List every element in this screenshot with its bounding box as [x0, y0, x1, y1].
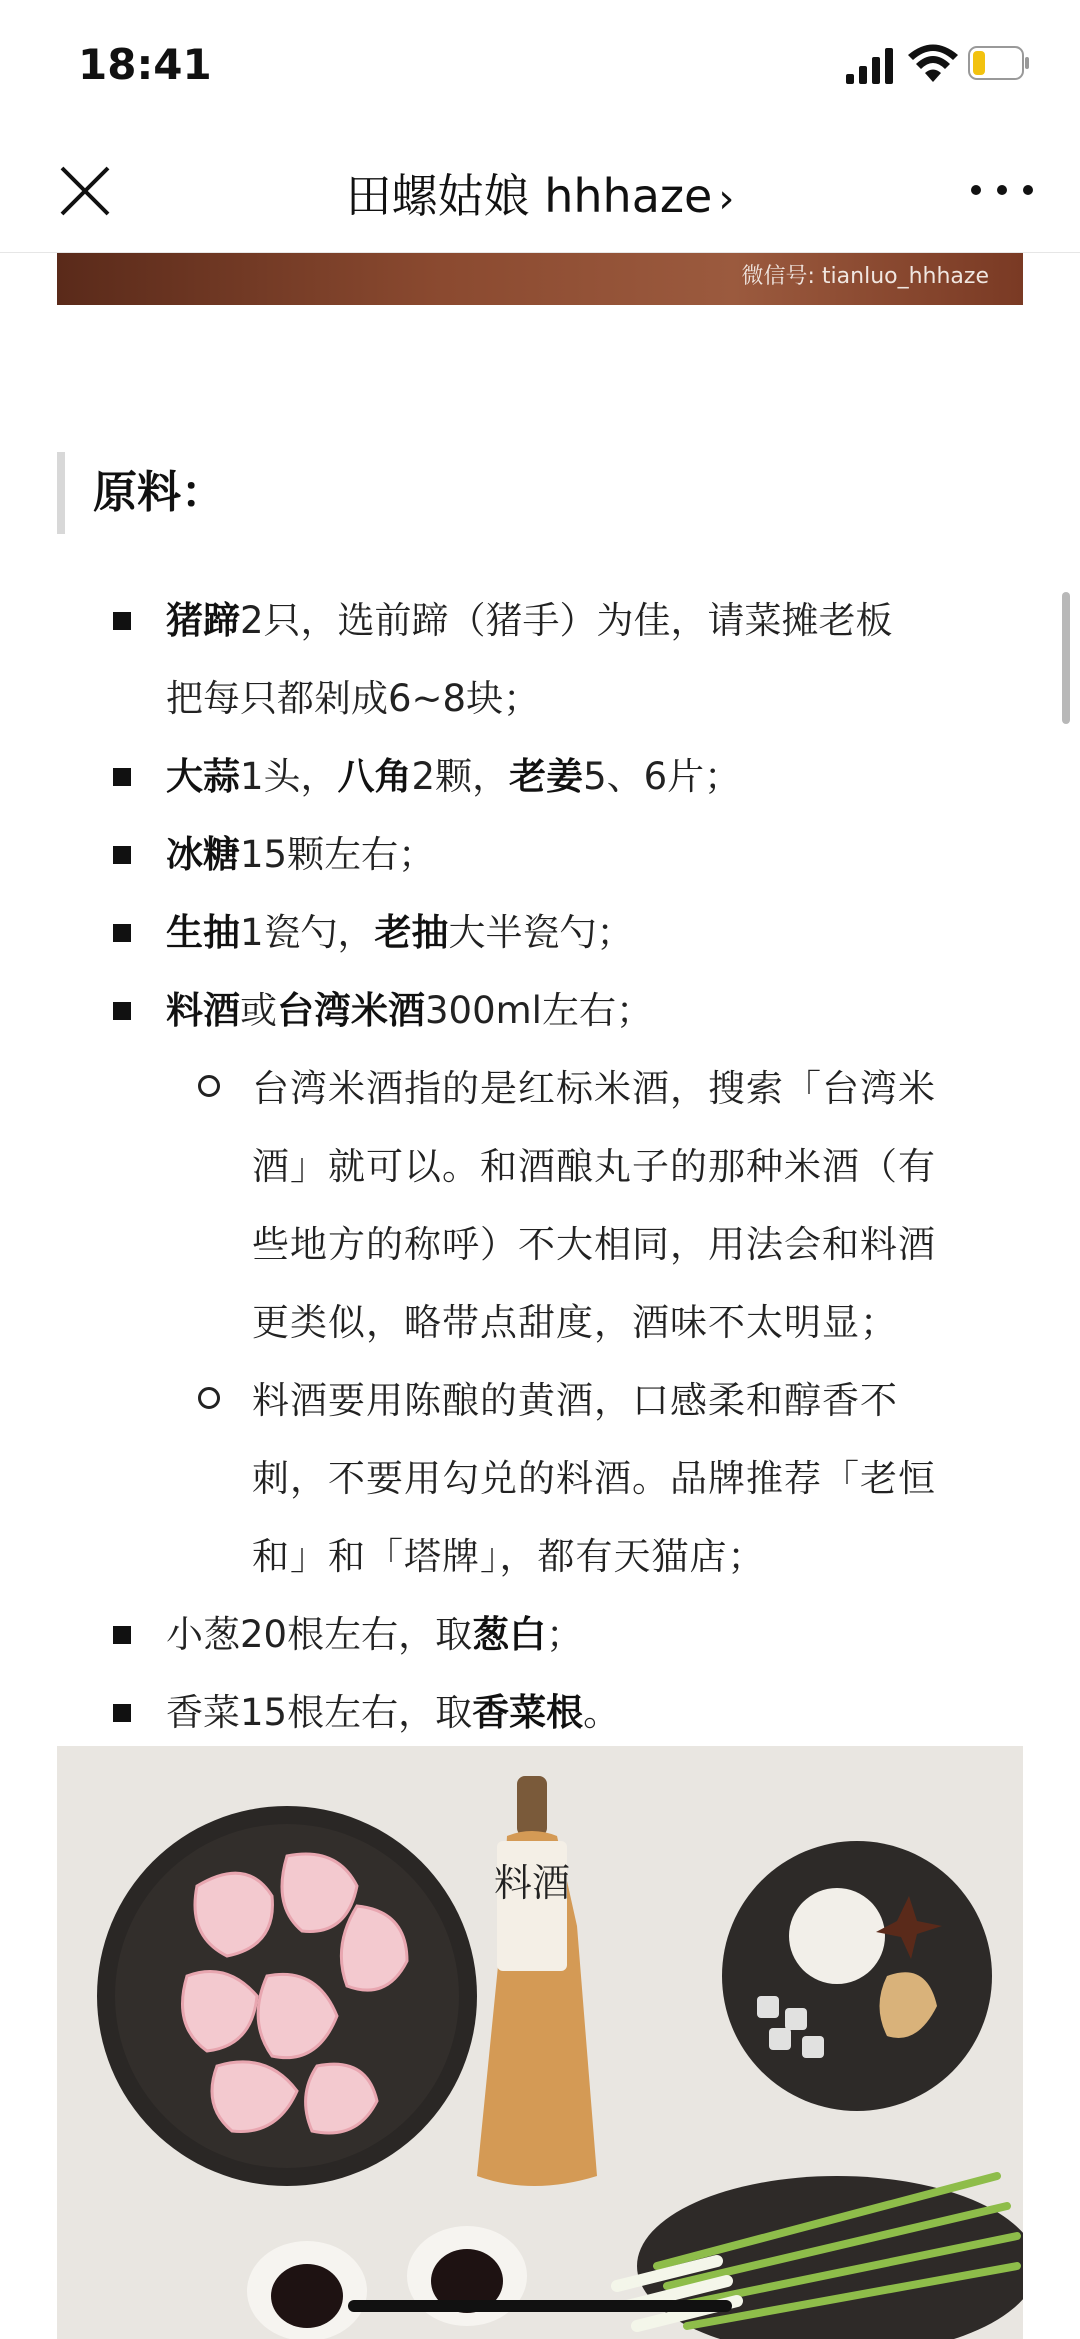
list-item: 冰糖15颗左右；	[166, 833, 436, 876]
sub-list-item-line: 刺，不要用勾兑的料酒。品牌推荐「老恒	[252, 1457, 936, 1500]
status-time: 18:41	[78, 40, 212, 89]
cellular-signal-icon	[846, 48, 896, 84]
bullet-icon	[113, 924, 131, 942]
bullet-icon	[113, 612, 131, 630]
sub-list-item-line: 更类似，略带点甜度，酒味不太明显；	[252, 1301, 898, 1344]
bullet-icon	[113, 1704, 131, 1722]
sub-list-item-line: 些地方的称呼）不大相同，用法会和料酒	[252, 1223, 936, 1266]
sub-list-item-line: 和」和「塔牌」，都有天猫店；	[252, 1535, 766, 1578]
wifi-icon	[908, 44, 958, 84]
list-item: 大蒜1头，八角2颗，老姜5、6片；	[166, 755, 742, 798]
nav-bar	[0, 130, 1080, 253]
chevron-right-icon: ›	[718, 176, 735, 222]
photo-watermark: 微信号: tianluo_hhhaze	[741, 264, 989, 289]
list-item: 小葱20根左右，取葱白；	[166, 1613, 584, 1656]
list-item: 生抽1瓷勺，老抽大半瓷勺；	[166, 911, 634, 954]
account-title[interactable]	[0, 160, 1080, 226]
list-item-continuation: 把每只都剁成6~8块；	[166, 677, 541, 720]
bullet-icon	[113, 768, 131, 786]
bullet-icon	[113, 1626, 131, 1644]
bullet-icon	[113, 846, 131, 864]
battery-icon	[968, 46, 1030, 80]
status-bar	[0, 0, 1080, 130]
home-indicator[interactable]	[348, 2300, 732, 2312]
bottle-label: 料酒	[493, 1861, 571, 1905]
list-item: 料酒或台湾米酒300ml左右；	[166, 989, 653, 1032]
list-item: 猪蹄2只，选前蹄（猪手）为佳，请菜摊老板	[166, 599, 893, 642]
sub-list-item-line: 酒」就可以。和酒酿丸子的那种米酒（有	[252, 1145, 936, 1188]
bullet-icon	[113, 1002, 131, 1020]
scrollbar[interactable]	[1062, 592, 1070, 724]
article-photo-top	[57, 253, 1023, 305]
sub-bullet-icon	[198, 1075, 220, 1097]
account-name: 田螺姑娘 hhhaze	[345, 169, 713, 223]
ingredients-photo	[57, 1746, 1023, 2339]
list-item: 香菜15根左右，取香菜根。	[166, 1691, 621, 1734]
sub-list-item-line: 料酒要用陈酿的黄酒，口感柔和醇香不	[252, 1379, 898, 1422]
ingredients-illustration	[57, 1746, 1023, 2339]
sub-list-item-line: 台湾米酒指的是红标米酒，搜索「台湾米	[252, 1067, 936, 1110]
sub-bullet-icon	[198, 1387, 220, 1409]
section-heading: 原料：	[57, 452, 225, 534]
more-icon[interactable]	[966, 170, 1038, 210]
